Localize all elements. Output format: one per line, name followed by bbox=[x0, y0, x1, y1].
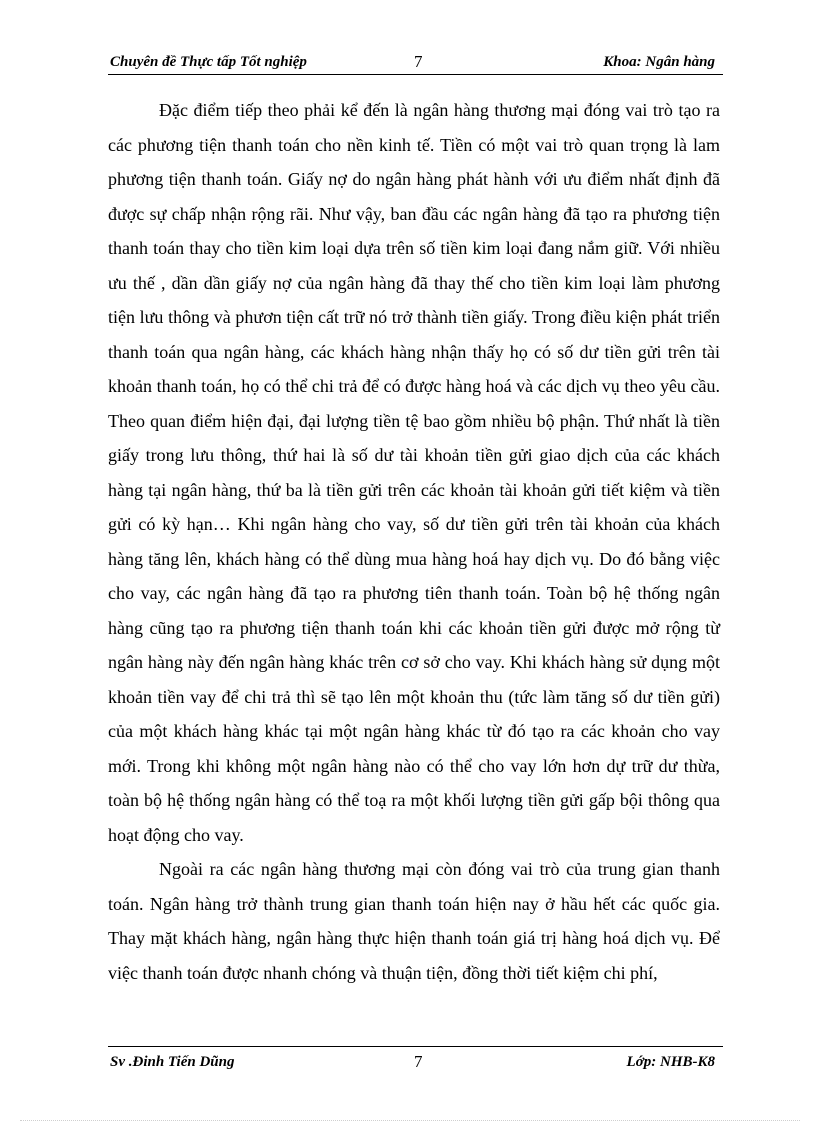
bottom-dotted-divider bbox=[20, 1120, 800, 1121]
header-page-number: 7 bbox=[414, 52, 423, 71]
footer-class: Lớp: NHB-K8 bbox=[626, 1054, 715, 1070]
page-footer bbox=[108, 1046, 723, 1073]
footer-page-number: 7 bbox=[414, 1052, 423, 1071]
paragraph-1: Đặc điểm tiếp theo phải kể đến là ngân hàng thương mại đóng vai trò tạo ra các phương tiện thanh toán cho nền kinh tế. Tiền có một vai trò quan trọng là lam phương tiện thanh toán. Giấy nợ do ngân hàng phát hành với ưu điểm nhất định đã được sự chấp nhận rộng rãi. Như vậy, ban đầu các ngân hàng đã tạo ra phương tiện thanh toán thay cho tiền kim loại dựa trên số tiền kim loại đang nắm giữ. Với nhiều ưu thế , dần dần giấy nợ của ngân hàng đã thay thế cho tiền kim loại làm phương tiện lưu thông và phươn tiện cất trữ nó trở thành tiền giấy. Trong điều kiện phát triển thanh toán qua ngân hàng, các khách hàng nhận thấy họ có số dư tiền gửi trên tài khoản thanh toán, họ có thể chi trả để có được hàng hoá và các dịch vụ theo yêu cầu. Theo quan điểm hiện đại, đại lượng tiền tệ bao gồm nhiều bộ phận. Thứ nhất là tiền giấy trong lưu thông, thứ hai là số dư tài khoản tiền gửi giao dịch của các khách hàng tại ngân hàng, thứ ba là tiền gửi trên các khoản tài khoản gửi tiết kiệm và tiền gửi có kỳ hạn… Khi ngân hàng cho vay, số dư tiền gửi trên tài khoản của khách hàng tăng lên, khách hàng có thể dùng mua hàng hoá hay dịch vụ. Do đó bằng việc cho vay, các ngân hàng đã tạo ra phương tiên thanh toán. Toàn bộ hệ thống ngân hàng cũng tạo ra phương tiện thanh toán khi các khoản tiền gửi được mở rộng từ ngân hàng này đến ngân hàng khác trên cơ sở cho vay. Khi khách hàng sử dụng một khoản tiền vay để chi trả thì sẽ tạo lên một khoản thu (tức làm tăng số dư tiền gửi) của một khách hàng khác tại một ngân hàng khác từ đó tạo ra các khoản cho vay mới. Trong khi không một ngân hàng nào có thể cho vay lớn hơn dự trữ dư thừa, toàn bộ hệ thống ngân hàng có thể toạ ra một khối lượng tiền gửi gấp bội thông qua hoạt động cho vay. bbox=[108, 100, 720, 845]
page-header bbox=[108, 50, 723, 75]
header-document-title: Chuyên đề Thực tấp Tốt nghiệp bbox=[110, 54, 307, 70]
header-faculty: Khoa: Ngân hàng bbox=[603, 54, 715, 70]
document-body bbox=[108, 93, 720, 990]
paragraph-2: Ngoài ra các ngân hàng thương mại còn đóng vai trò của trung gian thanh toán. Ngân hàng trở thành trung gian thanh toán hiện nay ở hầu hết các quốc gia. Thay mặt khách hàng, ngân hàng thực hiện thanh toán giá trị hàng hoá dịch vụ. Để việc thanh toán được nhanh chóng và thuận tiện, đồng thời tiết kiệm chi phí, bbox=[108, 859, 720, 983]
footer-student-name: Sv .Đinh Tiến Dũng bbox=[110, 1054, 235, 1070]
